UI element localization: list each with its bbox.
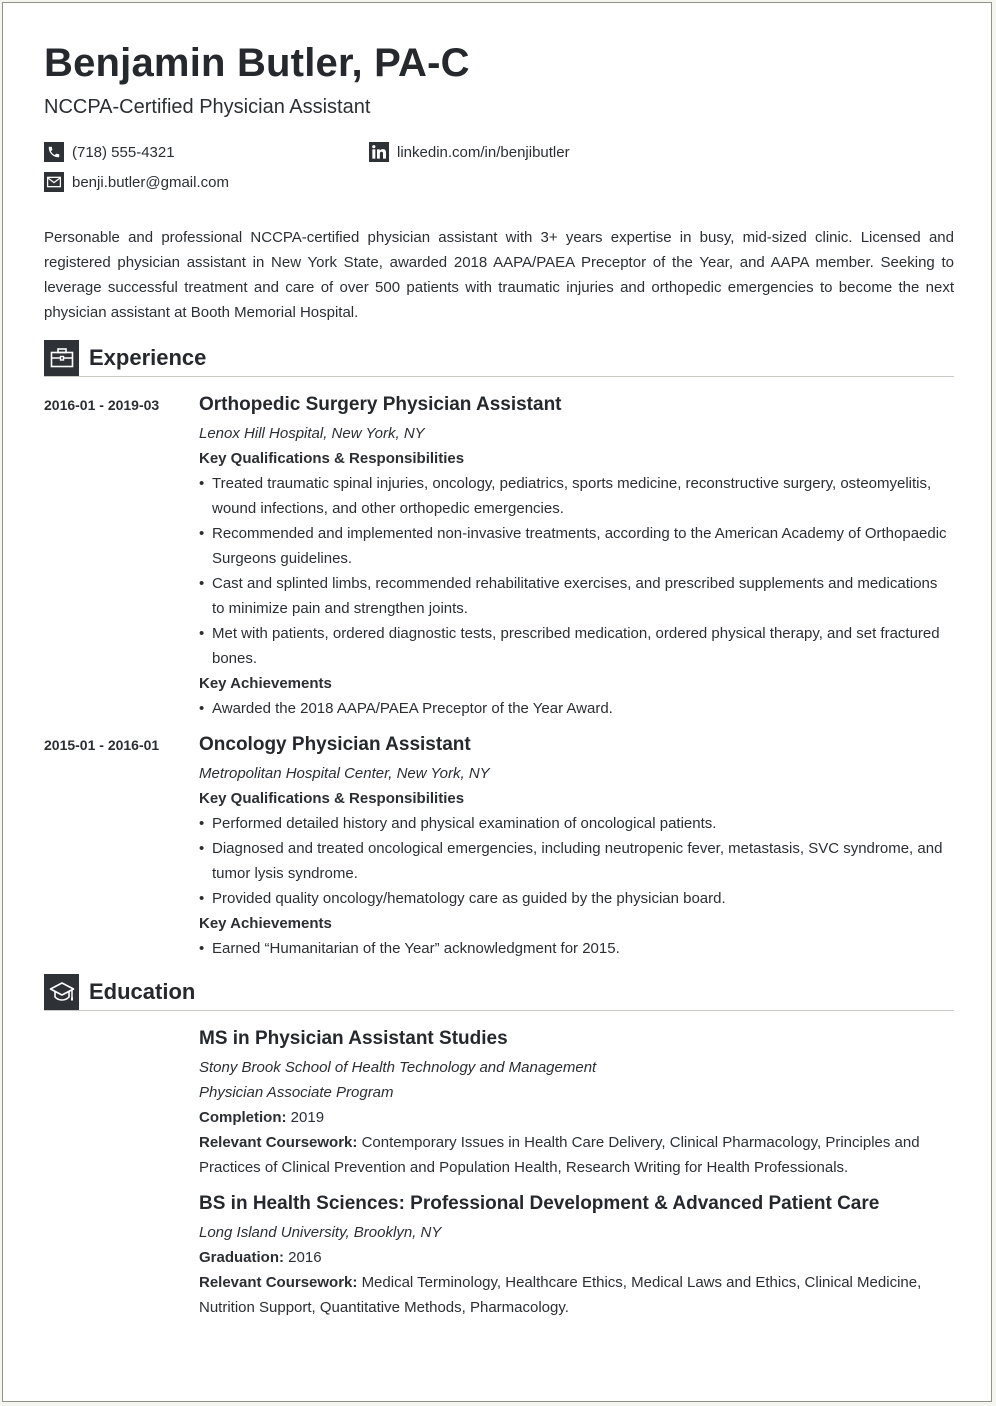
achievements-heading: Key Achievements bbox=[199, 675, 332, 692]
candidate-title: NCCPA-Certified Physician Assistant bbox=[44, 96, 371, 118]
contact-email[interactable] bbox=[44, 172, 229, 192]
program-name: Physician Associate Program bbox=[199, 1084, 394, 1101]
list-item: • Met with patients, ordered diagnostic tests, prescribed medication, ordered physical therapy, and set fractured bones. bbox=[199, 621, 954, 671]
school-name: Long Island University, Brooklyn, NY bbox=[199, 1224, 442, 1241]
job-title: Oncology Physician Assistant bbox=[199, 734, 471, 755]
job-dates: 2015-01 - 2016-01 bbox=[44, 737, 160, 753]
list-item: • Cast and splinted limbs, recommended rehabilitative exercises, and prescribed supplements and medications to minimize pain and strengthen joints. bbox=[199, 571, 954, 621]
education-section-header bbox=[44, 974, 954, 1011]
candidate-name: Benjamin Butler, PA-C bbox=[44, 41, 470, 85]
coursework-line bbox=[199, 1270, 954, 1320]
responsibilities-heading: Key Qualifications & Responsibilities bbox=[199, 450, 465, 467]
list-item: • Earned “Humanitarian of the Year” acknowledgment for 2015. bbox=[199, 936, 954, 961]
graduation-cap-icon bbox=[44, 974, 79, 1010]
email-text[interactable]: benji.butler@gmail.com bbox=[72, 173, 229, 191]
responsibilities-list bbox=[199, 811, 954, 911]
experience-heading: Experience bbox=[89, 345, 207, 370]
resume-page bbox=[2, 2, 992, 1402]
achievements-list bbox=[199, 696, 954, 721]
graduation-line bbox=[199, 1245, 954, 1270]
employer: Lenox Hill Hospital, New York, NY bbox=[199, 425, 425, 442]
list-item: • Performed detailed history and physical examination of oncological patients. bbox=[199, 811, 954, 836]
school-name: Stony Brook School of Health Technology and Management bbox=[199, 1059, 597, 1076]
education-heading: Education bbox=[89, 979, 196, 1004]
degree-title: MS in Physician Assistant Studies bbox=[199, 1028, 508, 1049]
list-item: • Provided quality oncology/hematology care as guided by the physician board. bbox=[199, 886, 954, 911]
phone-text: (718) 555-4321 bbox=[72, 143, 175, 161]
completion-value: 2019 bbox=[290, 1109, 325, 1126]
list-item: • Treated traumatic spinal injuries, oncology, pediatrics, sports medicine, reconstructive surgery, osteomyelitis, wound infections, and other orthopedic emergencies. bbox=[199, 471, 954, 521]
job-dates: 2016-01 - 2019-03 bbox=[44, 397, 160, 413]
completion-label: Completion: bbox=[199, 1109, 287, 1126]
achievements-list bbox=[199, 936, 954, 961]
linkedin-icon bbox=[369, 142, 389, 162]
envelope-icon bbox=[44, 172, 64, 192]
coursework-line bbox=[199, 1130, 954, 1180]
degree-title: BS in Health Sciences: Professional Development & Advanced Patient Care bbox=[199, 1193, 880, 1214]
responsibilities-heading: Key Qualifications & Responsibilities bbox=[199, 790, 465, 807]
briefcase-icon bbox=[44, 340, 79, 376]
professional-summary: Personable and professional NCCPA-certified physician assistant with 3+ years expertise in busy, mid-sized clinic. Licensed and registered physician assistant in New York State, awarded 2018 AAPA/PAEA Preceptor of the Year, and AAPA member. Seeking to leverage successful treatment and care of over 500 patients with traumatic injuries and orthopedic emergencies to become the next physician assistant at Booth Memorial Hospital. bbox=[44, 229, 954, 321]
linkedin-text[interactable]: linkedin.com/in/benjibutler bbox=[397, 143, 570, 161]
experience-section-header bbox=[44, 340, 954, 377]
coursework-value: Contemporary Issues in Health Care Delivery, Clinical Pharmacology, Principles and Practices of Clinical Prevention and Population Health, Research Writing for Health Professionals. bbox=[199, 1134, 920, 1176]
contact-linkedin[interactable] bbox=[369, 142, 570, 162]
list-item: • Awarded the 2018 AAPA/PAEA Preceptor of the Year Award. bbox=[199, 696, 954, 721]
responsibilities-list bbox=[199, 471, 954, 671]
employer: Metropolitan Hospital Center, New York, NY bbox=[199, 765, 490, 782]
contact-phone bbox=[44, 142, 175, 162]
job-title: Orthopedic Surgery Physician Assistant bbox=[199, 394, 562, 415]
coursework-label: Relevant Coursework: bbox=[199, 1274, 358, 1291]
coursework-label: Relevant Coursework: bbox=[199, 1134, 358, 1151]
list-item: • Diagnosed and treated oncological emergencies, including neutropenic fever, metastasis, SVC syndrome, and tumor lysis syndrome. bbox=[199, 836, 954, 886]
list-item: • Recommended and implemented non-invasive treatments, according to the American Academy of Orthopaedic Surgeons guidelines. bbox=[199, 521, 954, 571]
completion-line bbox=[199, 1105, 954, 1130]
achievements-heading: Key Achievements bbox=[199, 915, 332, 932]
phone-icon bbox=[44, 142, 64, 162]
coursework-value: Medical Terminology, Healthcare Ethics, Medical Laws and Ethics, Clinical Medicine, Nutrition Support, Quantitative Methods, Pharmacology. bbox=[199, 1274, 922, 1316]
graduation-value: 2016 bbox=[288, 1249, 322, 1266]
graduation-label: Graduation: bbox=[199, 1249, 284, 1266]
